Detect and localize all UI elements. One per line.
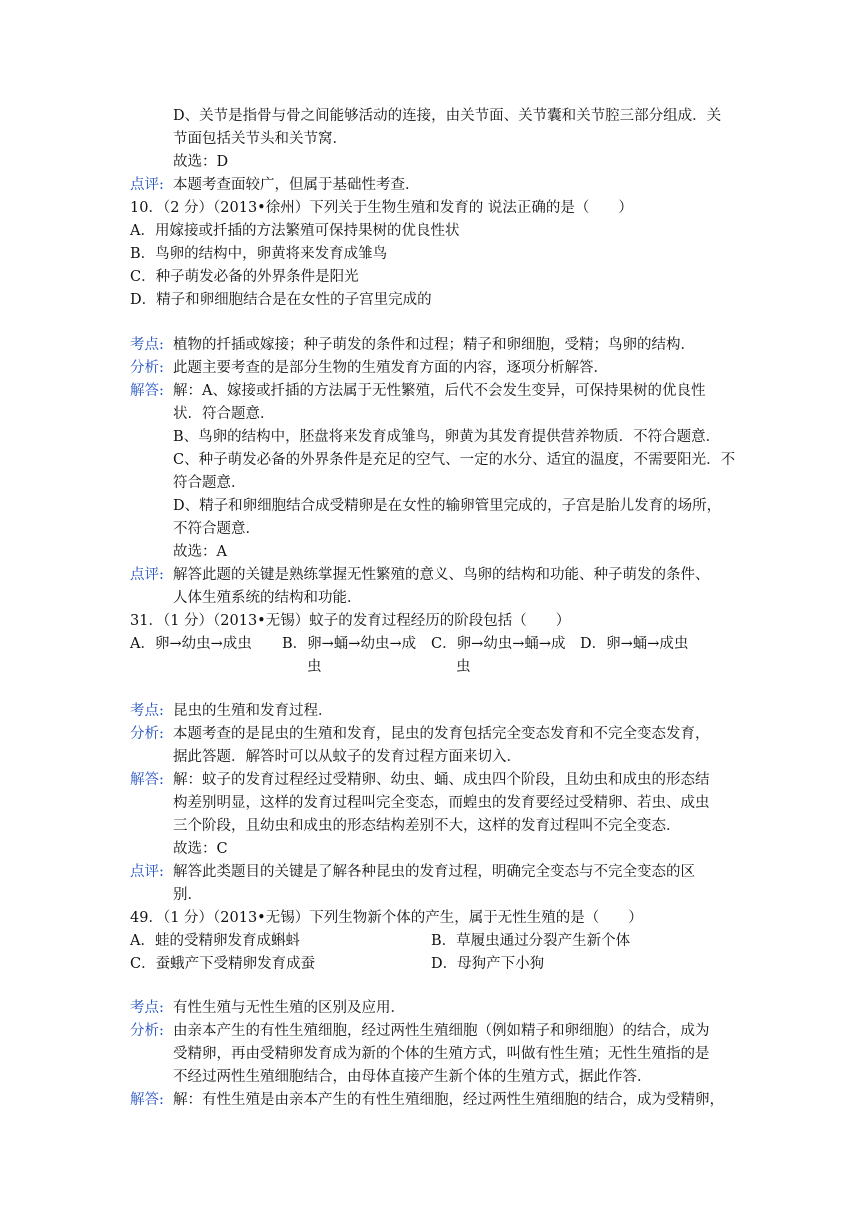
jieda-line: 不符合题意．: [173, 521, 260, 537]
dianping-line: 别．: [173, 887, 202, 903]
answer-option-d-line1: D、关节是指骨与骨之间能够活动的连接，由关节面、关节囊和关节腔三部分组成．关: [173, 108, 722, 124]
question-31-option-a: A．卵→幼虫→成虫: [130, 636, 252, 652]
fenxi-line: 本题考查的是昆虫的生殖和发育，昆虫的发育包括完全变态发育和不完全变态发育，: [173, 726, 710, 742]
question-31-option-b: B．卵→蛹→幼虫→成: [282, 636, 417, 652]
kaodian-text: 植物的扦插或嫁接；种子萌发的条件和过程；精子和卵细胞，受精；鸟卵的结构．: [173, 337, 695, 353]
fenxi-line: 由亲本产生的有性生殖细胞，经过两性生殖细胞（例如精子和卵细胞）的结合，成为: [173, 1023, 710, 1039]
jieda-line: D、精子和卵细胞结合成受精卵是在女性的输卵管里完成的，子宫是胎儿发育的场所，: [173, 498, 722, 514]
question-31-option-c-wrap: 虫: [456, 659, 471, 675]
kaodian-label: 考点:: [130, 703, 164, 719]
jieda-label: 解答:: [130, 1092, 164, 1108]
jieda-line: B、鸟卵的结构中，胚盘将来发育成雏鸟，卵黄为其发育提供营养物质．不符合题意．: [173, 429, 721, 445]
fenxi-label: 分析:: [130, 726, 164, 742]
jieda-line: 三个阶段，且幼虫和成虫的形态结构差别不大，这样的发育过程叫不完全变态．: [173, 818, 681, 834]
fenxi-line: 据此答题．解答时可以从蚊子的发育过程方面来切入．: [173, 749, 521, 765]
jieda-line: 构差别明显，这样的发育过程叫完全变态，而蝗虫的发育要经过受精卵、若虫、成虫: [173, 795, 710, 811]
question-31-option-b-wrap: 虫: [307, 659, 322, 675]
dianping-text: 本题考查面较广，但属于基础性考查．: [173, 177, 420, 193]
kaodian-text: 昆虫的生殖和发育过程．: [173, 703, 333, 719]
question-31-option-c: C．卵→幼虫→蛹→成: [431, 636, 566, 652]
fenxi-text: 此题主要考查的是部分生物的生殖发育方面的内容，逐项分析解答．: [173, 360, 608, 376]
question-10-option-a: A．用嫁接或扦插的方法繁殖可保持果树的优良性状: [130, 223, 460, 239]
question-10-option-c: C．种子萌发必备的外界条件是阳光: [130, 269, 359, 285]
jieda-line: 故选：A: [173, 544, 227, 560]
jieda-line: 状．符合题意．: [173, 406, 275, 422]
jieda-line: 解：有性生殖是由亲本产生的有性生殖细胞，经过两性生殖细胞的结合，成为受精卵，: [173, 1092, 724, 1108]
kaodian-text: 有性生殖与无性生殖的区别及应用．: [173, 1000, 405, 1016]
jieda-line: 符合题意．: [173, 475, 246, 491]
jieda-line: C、种子萌发必备的外界条件是充足的空气、一定的水分、适宜的温度，不需要阳光．不: [173, 452, 736, 468]
question-31-stem: 31．（1 分）（2013•无锡）蚊子的发育过程经历的阶段包括（ ）: [130, 613, 571, 629]
question-10-option-b: B．鸟卵的结构中，卵黄将来发育成雏鸟: [130, 246, 388, 262]
question-49-option-b: B．草履虫通过分裂产生新个体: [431, 933, 631, 949]
question-49-option-a: A．蛙的受精卵发育成蝌蚪: [130, 933, 300, 949]
jieda-label: 解答:: [130, 772, 164, 788]
choice-text: 故选：D: [173, 154, 229, 170]
question-49-option-d: D．母狗产下小狗: [431, 956, 545, 972]
question-49-stem: 49．（1 分）（2013•无锡）下列生物新个体的产生，属于无性生殖的是（ ）: [130, 910, 643, 926]
jieda-line: 故选：C: [173, 841, 228, 857]
dianping-label: 点评:: [130, 177, 164, 193]
kaodian-label: 考点:: [130, 337, 164, 353]
fenxi-line: 不经过两性生殖细胞结合，由母体直接产生新个体的生殖方式，据此作答．: [173, 1069, 652, 1085]
fenxi-label: 分析:: [130, 1023, 164, 1039]
jieda-line: 解：A、嫁接或扦插的方法属于无性繁殖，后代不会发生变异，可保持果树的优良性: [173, 383, 706, 399]
jieda-label: 解答:: [130, 383, 164, 399]
question-49-option-c: C．蚕蛾产下受精卵发育成蚕: [130, 956, 316, 972]
answer-option-d-line2: 节面包括关节头和关节窝．: [173, 131, 347, 147]
fenxi-line: 受精卵，再由受精卵发育成为新的个体的生殖方式，叫做有性生殖；无性生殖指的是: [173, 1046, 710, 1062]
dianping-line: 人体生殖系统的结构和功能．: [173, 590, 362, 606]
question-10-stem: 10．（2 分）（2013•徐州）下列关于生物生殖和发育的 说法正确的是（ ）: [130, 200, 633, 216]
jieda-line: 解：蚊子的发育过程经过受精卵、幼虫、蛹、成虫四个阶段，且幼虫和成虫的形态结: [173, 772, 710, 788]
dianping-label: 点评:: [130, 567, 164, 583]
fenxi-label: 分析:: [130, 360, 164, 376]
dianping-line: 解答此题的关键是熟练掌握无性繁殖的意义、鸟卵的结构和功能、种子萌发的条件、: [173, 567, 710, 583]
question-10-option-d: D．精子和卵细胞结合是在女性的子宫里完成的: [130, 292, 432, 308]
dianping-label: 点评:: [130, 864, 164, 880]
kaodian-label: 考点:: [130, 1000, 164, 1016]
question-31-option-d: D．卵→蛹→成虫: [580, 636, 689, 652]
dianping-line: 解答此类题目的关键是了解各种昆虫的发育过程，明确完全变态与不完全变态的区: [173, 864, 695, 880]
